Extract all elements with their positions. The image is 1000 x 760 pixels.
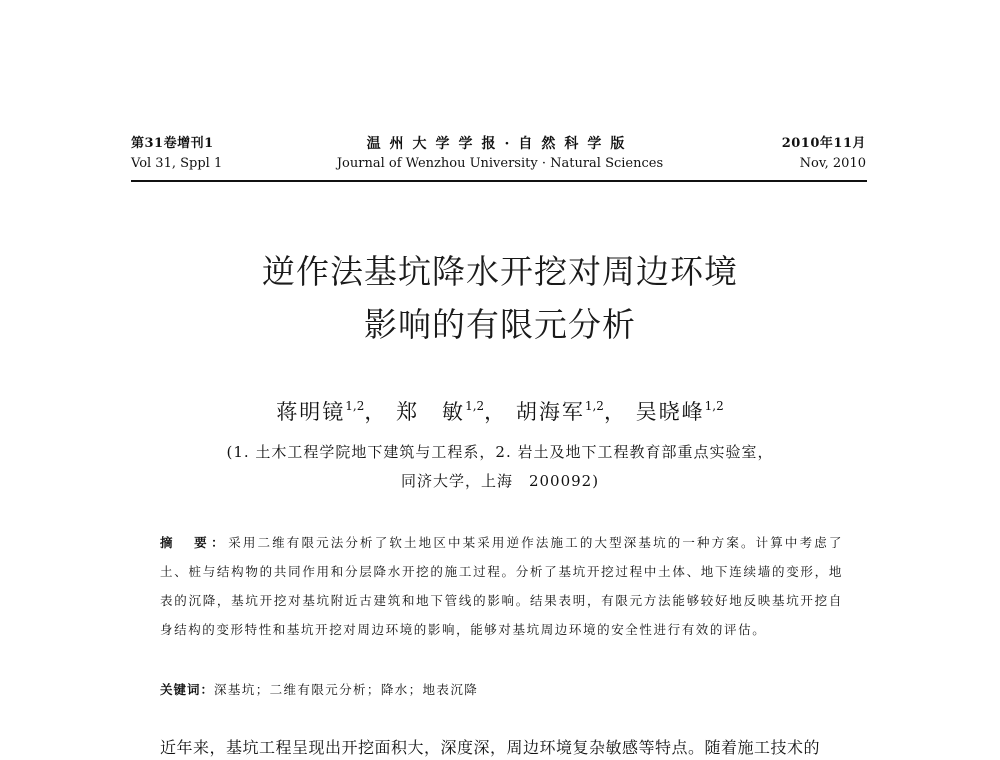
abstract-label: 摘 要：	[160, 535, 229, 550]
journal-date	[782, 134, 866, 174]
author-affiliation-mark: 1,2	[345, 399, 365, 413]
author-name: 胡海军	[515, 400, 585, 424]
date-cn: 2010年11月	[781, 136, 866, 151]
date-en: Nov, 2010	[799, 156, 866, 171]
author-name: 吴晓峰	[635, 400, 705, 424]
keywords-label: 关键词：	[160, 682, 215, 697]
author-separator: ，	[364, 400, 388, 424]
header-rule	[131, 180, 867, 182]
journal-volume	[131, 134, 222, 174]
affiliation-line2: 同济大学，上海 200092)	[400, 472, 600, 490]
article-title-line1: 逆作法基坑降水开挖对周边环境	[262, 252, 738, 291]
keywords-text: 深基坑；二维有限元分析；降水；地表沉降	[214, 682, 479, 697]
author-name: 蒋明镜	[276, 400, 346, 424]
author-separator: ，	[484, 400, 508, 424]
author-list	[100, 392, 900, 426]
journal-cn: 温州大学学报·自然科学版	[366, 136, 634, 152]
volume-cn: 第31卷增刊1	[131, 136, 214, 151]
volume-en: Vol 31, Sppl 1	[131, 156, 223, 171]
abstract	[160, 528, 843, 644]
abstract-text: 采用二维有限元法分析了软土地区中某采用逆作法施工的大型深基坑的一种方案。计算中考虑了土、桩与结构物的共同作用和分层降水开挖的施工过程。分析了基坑开挖过程中土体、地下连续墙的变形，地表的沉降，基坑开挖对基坑附近古建筑和地下管线的影响。结果表明，有限元方法能够较好地反映基坑开挖自身结构的变形特性和基坑开挖对周边环境的影响，能够对基坑周边环境的安全性进行有效的评估。	[160, 535, 843, 637]
author-affiliation-mark: 1,2	[465, 399, 485, 413]
author-name: 郑 敏	[396, 400, 466, 424]
body-first-line: 近年来，基坑工程呈现出开挖面积大，深度深，周边环境复杂敏感等特点。随着施工技术的	[160, 738, 821, 757]
journal-name	[250, 134, 750, 174]
author-affiliation-mark: 1,2	[584, 399, 604, 413]
affiliation-line1: (1. 土木工程学院地下建筑与工程系，2. 岩土及地下工程教育部重点实验室，	[226, 443, 774, 461]
article-title-line2: 影响的有限元分析	[364, 305, 636, 344]
journal-en: Journal of Wenzhou University · Natural Sciences	[336, 156, 664, 171]
author-separator: ，	[603, 400, 627, 424]
author-affiliation-mark: 1,2	[704, 399, 724, 413]
keywords	[160, 680, 843, 700]
